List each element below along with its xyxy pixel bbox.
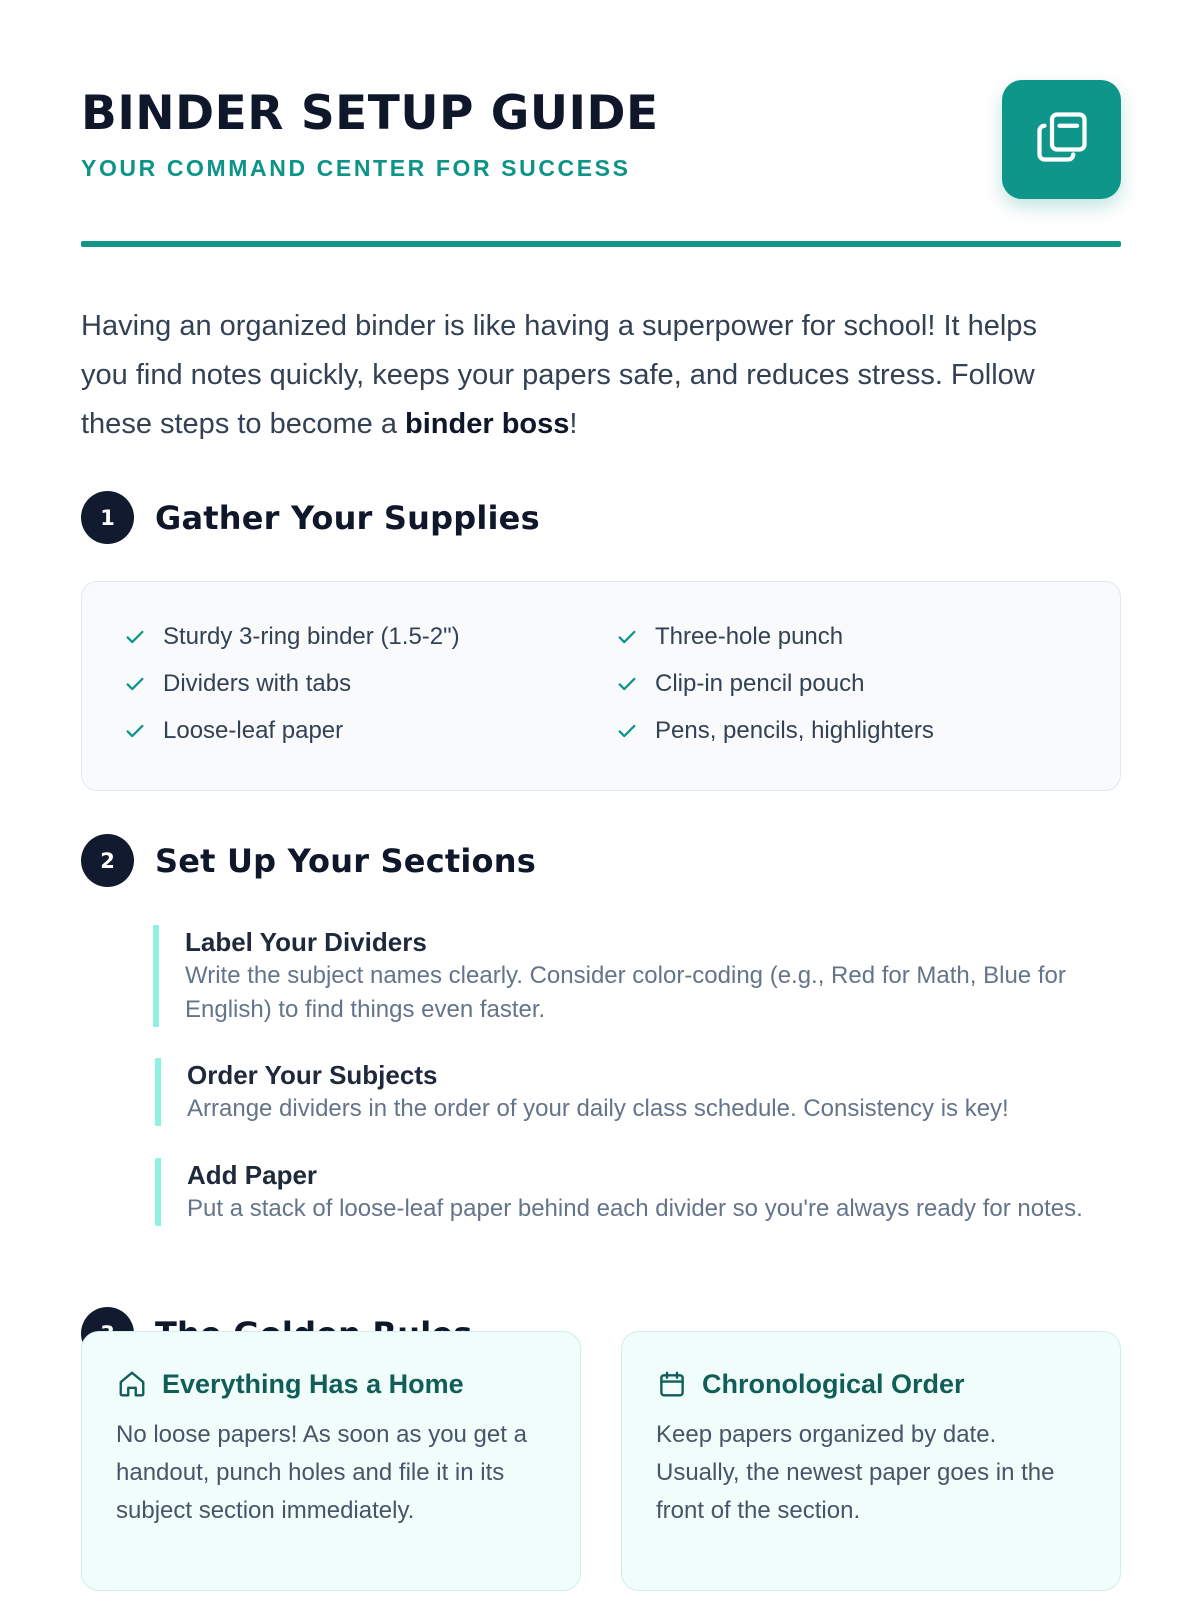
rule-card-home (81, 1331, 581, 1591)
card-title: Chronological Order (702, 1368, 965, 1399)
step-description: Write the subject names clearly. Consider color-coding (e.g., Red for Math, Blue for English) to find things even faster. (185, 962, 1066, 1023)
check-icon (123, 719, 147, 743)
binder-guide-page (81, 80, 1121, 1222)
setup-step (155, 1058, 1115, 1126)
check-icon (615, 719, 639, 743)
header (81, 80, 1121, 242)
card-header (116, 1364, 546, 1404)
intro-text: Having an organized binder is like having a superpower for school! It helps you find notes quickly, keeps your papers safe, and reduces stress. Follow these steps to become a (81, 310, 1037, 440)
supply-label: Pens, pencils, highlighters (655, 717, 934, 744)
supply-label: Loose-leaf paper (163, 717, 344, 744)
page-subtitle: YOUR COMMAND CENTER FOR SUCCESS (81, 155, 631, 181)
supply-item (615, 622, 843, 652)
section-heading-sections (81, 834, 536, 887)
step-description: Put a stack of loose-leaf paper behind each divider so you're always ready for notes. (187, 1195, 1083, 1222)
step-title: Order Your Subjects (187, 1060, 438, 1090)
step-title: Add Paper (187, 1160, 318, 1190)
supply-item (615, 716, 934, 746)
check-icon (123, 672, 147, 696)
section-heading-supplies (81, 491, 540, 544)
step-description: Arrange dividers in the order of your daily class schedule. Consistency is key! (187, 1095, 1009, 1122)
intro-text-end: ! (569, 408, 578, 440)
rule-card-chronological (621, 1331, 1121, 1591)
supply-item (123, 716, 343, 746)
step-number-badge: 1 (81, 491, 134, 544)
card-text: Keep papers organized by date. Usually, the newest paper goes in the front of the section. (656, 1421, 1055, 1524)
card-text: No loose papers! As soon as you get a handout, punch holes and file it in its subject section immediately. (116, 1421, 527, 1524)
supply-label: Sturdy 3-ring binder (1.5-2") (163, 623, 460, 650)
header-divider (81, 241, 1121, 247)
intro-paragraph (81, 302, 1081, 449)
section-title: Gather Your Supplies (155, 498, 540, 537)
supply-label: Clip-in pencil pouch (655, 670, 865, 697)
supply-label: Three-hole punch (655, 623, 844, 650)
check-icon (615, 672, 639, 696)
check-icon (615, 625, 639, 649)
logo-badge (1002, 80, 1121, 199)
setup-step (155, 1158, 1115, 1226)
supply-item (123, 669, 351, 699)
step-number-badge: 2 (81, 834, 134, 887)
setup-step (153, 925, 1113, 1027)
section-title: Set Up Your Sections (155, 841, 536, 880)
step-title: Label Your Dividers (185, 927, 427, 957)
calendar-icon (656, 1368, 688, 1400)
supply-item (615, 669, 864, 699)
supply-item (123, 622, 460, 652)
page-title: BINDER SETUP GUIDE (81, 86, 659, 141)
home-icon (116, 1368, 148, 1400)
supply-label: Dividers with tabs (163, 670, 352, 697)
supplies-checklist (81, 581, 1121, 791)
card-title: Everything Has a Home (162, 1368, 464, 1399)
binder-copy-icon (1032, 107, 1092, 172)
card-header (656, 1364, 1086, 1404)
check-icon (123, 625, 147, 649)
intro-bold-text: binder boss (405, 408, 570, 440)
